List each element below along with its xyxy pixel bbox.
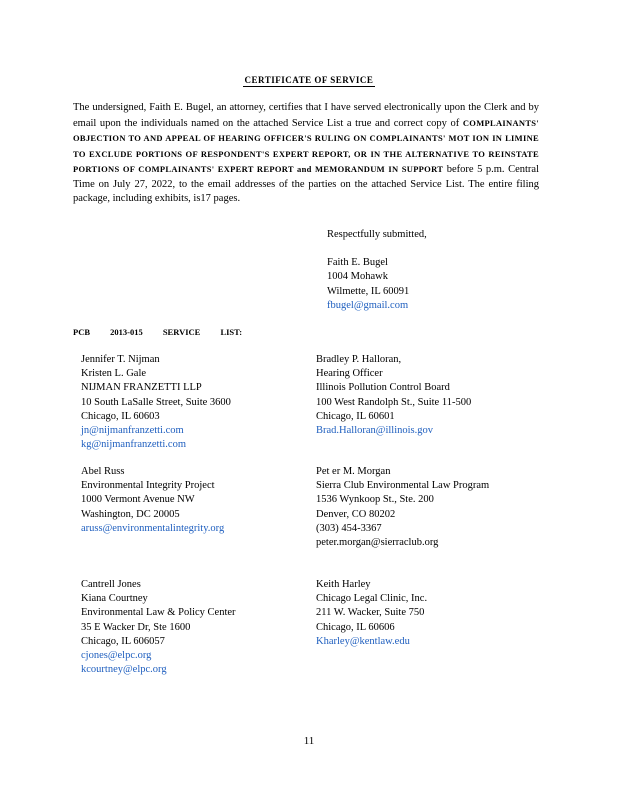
service-entry-nijman: [81, 353, 231, 452]
service-entry-russ: [81, 465, 224, 536]
entry-line: Pet er M. Morgan: [316, 466, 391, 477]
signature-street: 1004 Mohawk: [327, 271, 388, 282]
entry-line: Kristen L. Gale: [81, 368, 147, 380]
signature-block: [327, 228, 427, 314]
entry-line: Environmental Integrity Project: [81, 480, 215, 492]
email-link[interactable]: cjones@elpc.org: [81, 650, 152, 662]
signature-email-link[interactable]: fbugel@gmail.com: [327, 300, 409, 311]
entry-line: 1000 Vermont Avenue NW: [81, 494, 195, 506]
entry-line: 100 West Randolph St., Suite 11-500: [316, 396, 472, 408]
entry-line: 35 E Wacker Dr, Ste 1600: [81, 621, 191, 633]
service-entry-halloran: [316, 353, 471, 438]
certification-paragraph: [73, 101, 539, 207]
entry-line: Chicago, IL 60601: [316, 410, 395, 422]
entry-line: Chicago Legal Clinic, Inc.: [316, 593, 428, 605]
entry-line: Chicago, IL 606057: [81, 635, 165, 647]
page-number: 11: [303, 735, 315, 747]
entry-line: Kiana Courtney: [81, 593, 148, 605]
entry-line: (303) 454-3367: [316, 522, 382, 534]
entry-line: Chicago, IL 60603: [81, 410, 160, 422]
entry-line: Illinois Pollution Control Board: [316, 382, 450, 394]
email-link[interactable]: aruss@environmentalintegrity.org: [81, 522, 225, 534]
entry-email-text: peter.morgan@sierraclub.org: [316, 537, 439, 549]
email-link[interactable]: jn@nijmanfranzetti.com: [81, 425, 184, 437]
service-entry-elpc: [81, 578, 236, 677]
signature-name: Faith E. Bugel: [327, 256, 388, 268]
service-list-heading: PCB 2013-015 SERVICE LIST:: [73, 327, 243, 337]
entry-line: Abel Russ: [81, 466, 125, 477]
entry-line: Denver, CO 80202: [316, 508, 396, 520]
entry-line: NIJMAN FRANZETTI LLP: [81, 382, 202, 394]
email-link[interactable]: Kharley@kentlaw.edu: [316, 635, 410, 647]
entry-line: Keith Harley: [316, 579, 371, 590]
filed-document-title: COMPLAINANTS' OBJECTION TO AND APPEAL OF HEARING OFFICER'S RULING ON COMPLAINANTS' MOT ION IN LIMINE TO EXCLUDE PORTIONS OF RESPONDENT'S EXPERT REPORT, OR IN THE ALTERNATIVE TO REINSTATE PORTIONS OF COMPLAINANTS' EXPERT REPORT and MEMORANDUM IN SUPPORT: [73, 117, 539, 174]
entry-line: 10 South LaSalle Street, Suite 3600: [81, 396, 231, 408]
service-entry-harley: [316, 578, 427, 649]
entry-line: Environmental Law & Policy Center: [81, 607, 236, 619]
signature-city: Wilmette, IL 60091: [327, 285, 410, 297]
entry-line: Sierra Club Environmental Law Program: [316, 480, 490, 492]
service-entry-morgan: [316, 465, 489, 550]
entry-line: Jennifer T. Nijman: [81, 354, 160, 365]
email-link[interactable]: kcourtney@elpc.org: [81, 664, 167, 676]
page-title: CERTIFICATE OF SERVICE: [244, 75, 374, 85]
signature-closing: Respectfully submitted,: [327, 229, 427, 240]
entry-line: Hearing Officer: [316, 368, 383, 380]
email-link[interactable]: kg@nijmanfranzetti.com: [81, 439, 187, 451]
email-link[interactable]: Brad.Halloran@illinois.gov: [316, 425, 433, 437]
entry-line: Washington, DC 20005: [81, 508, 180, 520]
entry-line: 1536 Wynkoop St., Ste. 200: [316, 494, 434, 506]
entry-line: Chicago, IL 60606: [316, 621, 395, 633]
entry-line: Cantrell Jones: [81, 579, 141, 590]
certification-details: before 5 p.m. Central Time on July 27, 2022, to the email addresses of the parties on the attached Service List. The entire filing package, including exhibits, is17 pages.: [73, 164, 539, 204]
entry-line: Bradley P. Halloran,: [316, 354, 402, 365]
entry-line: 211 W. Wacker, Suite 750: [316, 607, 425, 619]
certification-intro: The undersigned, Faith E. Bugel, an attorney, certifies that I have served electronically upon the Clerk and by email upon the individuals named on the attached Service List a true and correct copy of: [73, 102, 539, 129]
